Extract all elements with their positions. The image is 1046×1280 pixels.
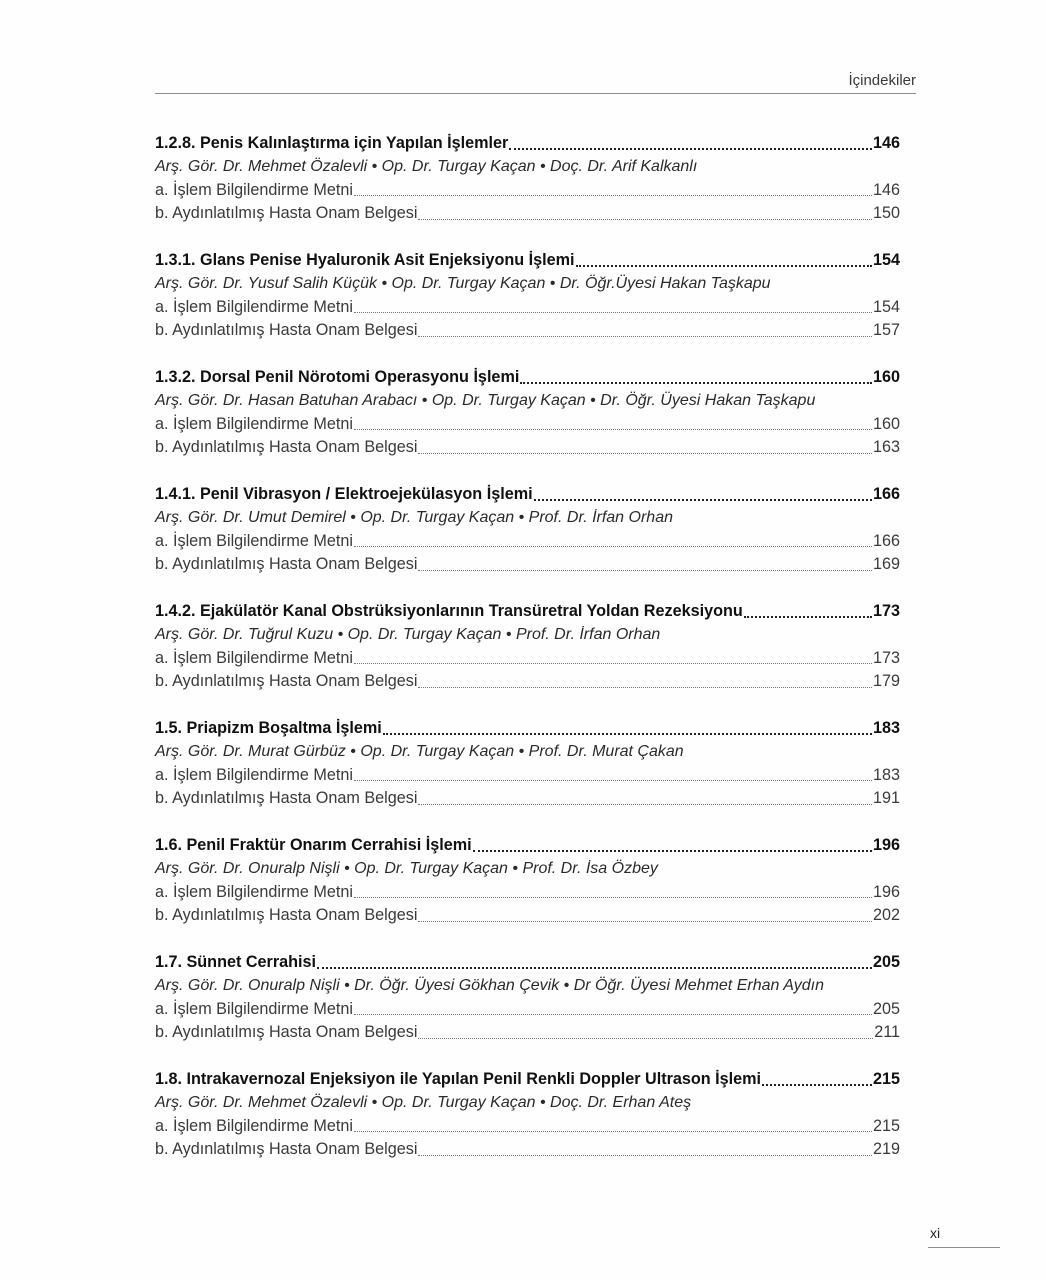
- toc-entry-authors: [155, 272, 900, 295]
- toc-subentry-page-number: 160: [872, 414, 900, 433]
- toc-subentry-label: a. İşlem Bilgilendirme Metni: [155, 297, 353, 316]
- dot-leader: [354, 428, 872, 430]
- toc-subentry[interactable]: [155, 413, 900, 436]
- running-header-label: İçindekiler: [848, 72, 916, 89]
- toc-subentry-label: b. Aydınlatılmış Hasta Onam Belgesi: [155, 1140, 418, 1159]
- toc-section: [155, 132, 900, 249]
- toc-subentry-label: b. Aydınlatılmış Hasta Onam Belgesi: [155, 672, 418, 691]
- toc-subentry[interactable]: [155, 904, 900, 927]
- toc-entry-title-text: 1.7. Sünnet Cerrahisi: [155, 953, 317, 971]
- toc-entry-page-number: 154: [872, 251, 900, 269]
- toc-entry-title[interactable]: [155, 834, 900, 857]
- toc-entry-title-text: 1.4.1. Penil Vibrasyon / Elektroejekülasyon İşlemi: [155, 485, 533, 503]
- toc-entry-authors-text: Arş. Gör. Dr. Tuğrul Kuzu • Op. Dr. Turgay Kaçan • Prof. Dr. İrfan Orhan: [155, 626, 661, 644]
- toc-entry-authors: [155, 857, 900, 880]
- toc-subentry-page-number: 173: [872, 648, 900, 667]
- toc-entry-title-text: 1.3.1. Glans Penise Hyaluronik Asit Enjeksiyonu İşlemi: [155, 251, 575, 269]
- dot-leader: [520, 381, 872, 384]
- toc-entry-title-text: 1.3.2. Dorsal Penil Nörotomi Operasyonu İşlemi: [155, 368, 520, 386]
- dot-leader: [383, 732, 872, 735]
- toc-subentry[interactable]: [155, 670, 900, 693]
- toc-entry-title[interactable]: [155, 366, 900, 389]
- toc-entry-authors-text: Arş. Gör. Dr. Mehmet Özalevli • Op. Dr. Turgay Kaçan • Doç. Dr. Erhan Ateş: [155, 1094, 692, 1112]
- toc-subentry-page-number: 166: [872, 531, 900, 550]
- toc-entry-page-number: 183: [872, 719, 900, 737]
- toc-subentry[interactable]: [155, 1021, 900, 1044]
- toc-subentry-page-number: 215: [872, 1116, 900, 1135]
- dot-leader: [418, 335, 872, 337]
- toc-entry-title-text: 1.8. Intrakavernozal Enjeksiyon ile Yapılan Penil Renkli Doppler Ultrason İşlemi: [155, 1070, 762, 1088]
- toc-entry-authors: [155, 740, 900, 763]
- dot-leader: [354, 545, 872, 547]
- dot-leader: [354, 662, 872, 664]
- toc-subentry-label: a. İşlem Bilgilendirme Metni: [155, 882, 353, 901]
- toc-subentry[interactable]: [155, 881, 900, 904]
- toc-entry-title-text: 1.2.8. Penis Kalınlaştırma için Yapılan İşlemler: [155, 134, 509, 152]
- toc-entry-authors-text: Arş. Gör. Dr. Umut Demirel • Op. Dr. Turgay Kaçan • Prof. Dr. İrfan Orhan: [155, 509, 673, 527]
- toc-section: [155, 834, 900, 951]
- dot-leader: [744, 615, 872, 618]
- dot-leader: [418, 803, 872, 805]
- toc-subentry[interactable]: [155, 1115, 900, 1138]
- toc-entry-page-number: 196: [872, 836, 900, 854]
- toc-subentry-label: b. Aydınlatılmış Hasta Onam Belgesi: [155, 906, 418, 925]
- toc-subentry[interactable]: [155, 202, 900, 225]
- toc-subentry-label: a. İşlem Bilgilendirme Metni: [155, 648, 353, 667]
- toc-entry-title[interactable]: [155, 600, 900, 623]
- toc-subentry[interactable]: [155, 179, 900, 202]
- toc-subentry-page-number: 169: [872, 555, 900, 574]
- toc-entry-title[interactable]: [155, 1068, 900, 1091]
- toc-subentry-label: a. İşlem Bilgilendirme Metni: [155, 1116, 353, 1135]
- toc-entry-authors-text: Arş. Gör. Dr. Onuralp Nişli • Op. Dr. Turgay Kaçan • Prof. Dr. İsa Özbey: [155, 860, 658, 878]
- toc-entry-authors-text: Arş. Gör. Dr. Yusuf Salih Küçük • Op. Dr. Turgay Kaçan • Dr. Öğr.Üyesi Hakan Taşkapu: [155, 275, 771, 293]
- toc-entry-title[interactable]: [155, 483, 900, 506]
- dot-leader: [418, 218, 872, 220]
- toc-subentry[interactable]: [155, 764, 900, 787]
- toc-subentry-label: a. İşlem Bilgilendirme Metni: [155, 180, 353, 199]
- dot-leader: [762, 1083, 872, 1086]
- toc-entry-authors: [155, 155, 900, 178]
- toc-subentry-page-number: 219: [872, 1140, 900, 1159]
- toc-subentry[interactable]: [155, 1138, 900, 1161]
- dot-leader: [534, 498, 872, 501]
- toc-subentry[interactable]: [155, 647, 900, 670]
- toc-section: [155, 249, 900, 366]
- toc-subentry[interactable]: [155, 319, 900, 342]
- toc-section: [155, 483, 900, 600]
- toc-subentry-page-number: 163: [872, 438, 900, 457]
- toc-subentry-label: b. Aydınlatılmış Hasta Onam Belgesi: [155, 321, 418, 340]
- toc-section: [155, 366, 900, 483]
- toc-subentry[interactable]: [155, 787, 900, 810]
- toc-subentry-page-number: 183: [872, 765, 900, 784]
- toc-subentry-page-number: 157: [872, 321, 900, 340]
- toc-subentry-page-number: 191: [872, 789, 900, 808]
- toc-subentry[interactable]: [155, 553, 900, 576]
- toc-subentry-page-number: 205: [872, 999, 900, 1018]
- toc-entry-title[interactable]: [155, 717, 900, 740]
- dot-leader: [473, 849, 872, 852]
- toc-subentry-label: b. Aydınlatılmış Hasta Onam Belgesi: [155, 555, 418, 574]
- dot-leader: [509, 147, 872, 150]
- toc-entry-authors: [155, 623, 900, 646]
- dot-leader: [418, 920, 872, 922]
- running-header: [155, 70, 916, 94]
- toc-subentry[interactable]: [155, 436, 900, 459]
- toc-subentry-label: a. İşlem Bilgilendirme Metni: [155, 999, 353, 1018]
- dot-leader: [418, 1154, 872, 1156]
- toc-subentry-label: b. Aydınlatılmış Hasta Onam Belgesi: [155, 1023, 418, 1042]
- toc-entry-page-number: 215: [872, 1070, 900, 1088]
- dot-leader: [354, 311, 872, 313]
- toc-entry-page-number: 173: [872, 602, 900, 620]
- toc-subentry-label: a. İşlem Bilgilendirme Metni: [155, 414, 353, 433]
- toc-subentry-label: b. Aydınlatılmış Hasta Onam Belgesi: [155, 438, 418, 457]
- toc-subentry-label: b. Aydınlatılmış Hasta Onam Belgesi: [155, 789, 418, 808]
- toc-entry-title-text: 1.5. Priapizm Boşaltma İşlemi: [155, 719, 382, 737]
- toc-entry-authors-text: Arş. Gör. Dr. Murat Gürbüz • Op. Dr. Turgay Kaçan • Prof. Dr. Murat Çakan: [155, 743, 684, 761]
- toc-subentry-page-number: 150: [872, 204, 900, 223]
- toc-subentry-page-number: 179: [872, 672, 900, 691]
- toc-entry-title[interactable]: [155, 951, 900, 974]
- toc-subentry-page-number: 202: [872, 906, 900, 925]
- dot-leader: [576, 264, 872, 267]
- dot-leader: [354, 896, 872, 898]
- toc-section: [155, 1068, 900, 1185]
- toc-entry-page-number: 205: [872, 953, 900, 971]
- toc-entry-title-text: 1.4.2. Ejakülatör Kanal Obstrüksiyonlarının Transüretral Yoldan Rezeksiyonu: [155, 602, 743, 620]
- toc-subentry-label: a. İşlem Bilgilendirme Metni: [155, 765, 353, 784]
- toc-subentry-page-number: 211: [874, 1023, 900, 1042]
- dot-leader: [418, 1037, 873, 1039]
- dot-leader: [317, 966, 872, 969]
- toc-section: [155, 951, 900, 1068]
- dot-leader: [354, 194, 872, 196]
- toc-entry-title[interactable]: [155, 132, 900, 155]
- toc-entry-page-number: 146: [872, 134, 900, 152]
- toc-entry-authors-text: Arş. Gör. Dr. Mehmet Özalevli • Op. Dr. Turgay Kaçan • Doç. Dr. Arif Kalkanlı: [155, 158, 698, 176]
- toc-subentry[interactable]: [155, 296, 900, 319]
- toc-entry-authors-text: Arş. Gör. Dr. Onuralp Nişli • Dr. Öğr. Üyesi Gökhan Çevik • Dr Öğr. Üyesi Mehmet Erhan Aydın: [155, 977, 825, 995]
- toc-subentry-label: a. İşlem Bilgilendirme Metni: [155, 531, 353, 550]
- toc-entry-authors: [155, 389, 900, 412]
- dot-leader: [418, 569, 872, 571]
- toc-entry-page-number: 160: [872, 368, 900, 386]
- toc-section: [155, 600, 900, 717]
- toc-subentry[interactable]: [155, 530, 900, 553]
- dot-leader: [354, 1130, 872, 1132]
- toc-entry-title[interactable]: [155, 249, 900, 272]
- toc-entry-authors: [155, 974, 900, 997]
- toc-subentry[interactable]: [155, 998, 900, 1021]
- toc-entry-authors: [155, 506, 900, 529]
- dot-leader: [354, 779, 872, 781]
- page-number: xi: [930, 1225, 941, 1241]
- toc-subentry-label: b. Aydınlatılmış Hasta Onam Belgesi: [155, 204, 418, 223]
- toc-entry-authors: [155, 1091, 900, 1114]
- toc-entry-title-text: 1.6. Penil Fraktür Onarım Cerrahisi İşlemi: [155, 836, 472, 854]
- dot-leader: [354, 1013, 872, 1015]
- toc-subentry-page-number: 154: [872, 297, 900, 316]
- toc-section: [155, 717, 900, 834]
- toc-subentry-page-number: 146: [872, 180, 900, 199]
- page-footer: [928, 1222, 1000, 1248]
- table-of-contents: [155, 132, 900, 1185]
- dot-leader: [418, 452, 872, 454]
- toc-entry-authors-text: Arş. Gör. Dr. Hasan Batuhan Arabacı • Op. Dr. Turgay Kaçan • Dr. Öğr. Üyesi Hakan Taşkapu: [155, 392, 816, 410]
- dot-leader: [418, 686, 872, 688]
- toc-entry-page-number: 166: [872, 485, 900, 503]
- toc-subentry-page-number: 196: [872, 882, 900, 901]
